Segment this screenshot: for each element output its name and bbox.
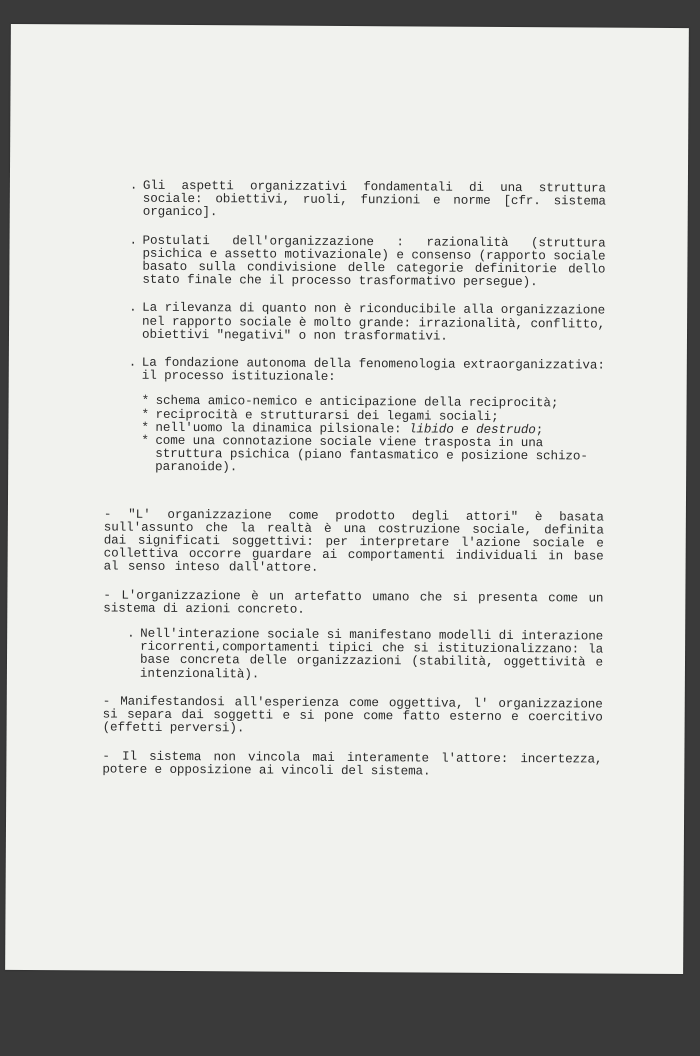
list-item [106,180,606,223]
document-body [102,180,606,795]
item-text: Postulati dell'organizzazione : razionalità (struttura psichica e assetto motivazionale) e consenso (rapporto sociale basato sulla condivisione delle categorie definitorie dello stato finale che il processo trasformativo persegue). [142,233,606,290]
dot-bullet: . [127,626,135,641]
paragraph: - Il sistema non vincola mai interamente l'attore: incertezza, potere e opposizione ai vincoli del sistema. [102,749,603,779]
star-list-item [141,435,604,477]
star-bullet: * [141,394,150,409]
star-item-text: reciprocità e strutturarsi dei legami sociali; [155,407,499,424]
paragraph: - Manifestandosi all'esperienza come oggettiva, l' organizzazione si separa dai soggetti e si pone come fatto esterno e coercitivo (effetti perversi). [102,694,603,736]
dot-bullet: . [129,301,137,316]
dot-bullet: . [128,355,137,370]
item-text: Nell'interazione sociale si manifestano modelli di interazione ricorrenti,comportamenti tipici che si istituzionalizzano: la base concreta delle organizzazioni (stabilità, oggettività e intenzionalità). [139,626,604,682]
star-item-italic: libido e destrudo [408,422,536,437]
dot-bullet: . [129,178,138,193]
star-item-text-after: ; [535,422,544,438]
paragraph: - L'organizzazione è un artefatto umano che si presenta come un sistema di azioni concreto. [103,588,604,617]
list-item [105,357,605,386]
item-text: La rilevanza di quanto non è riconducibile alla organizzazione nel rapporto sociale è molto grande: irrazionalità, conflitto, obiettivi "negativi" o non trasformativi. [141,301,606,344]
list-item [103,628,603,684]
star-item-text: schema amico-nemico e anticipazione della reciprocità; [155,394,559,411]
star-item-text-before: nell'uomo la dinamica pilsionale: [155,420,410,437]
item-text: La fondazione autonoma della fenomenologia extraorganizzativa: il processo istituzionale: [141,355,605,385]
dot-bullet: . [129,233,138,248]
item-text: Gli aspetti organizzativi fondamentali di una struttura sociale: obiettivi, ruoli, funzioni e norme [cfr. sistema organico]. [142,178,606,220]
star-bullet: * [141,420,149,435]
paper-sheet [5,24,689,974]
star-item-text: come una connotazione sociale viene trasposta in una struttura psichica (piano fantasmatico e posizione schizo-paranoide). [155,433,588,475]
star-list [104,395,604,477]
list-item [105,302,605,345]
paragraph: - "L' organizzazione come prodotto degli attori" è basata sull'assunto che la realtà è una costruzione sociale, definita dai significati soggettivi: per interpretare l'azione sociale e collettiva occorre guardare ai comportamenti individuali in base al senso inteso dall'attore. [103,507,604,576]
star-bullet: * [141,433,149,448]
list-item [105,234,605,290]
star-bullet: * [141,407,150,422]
